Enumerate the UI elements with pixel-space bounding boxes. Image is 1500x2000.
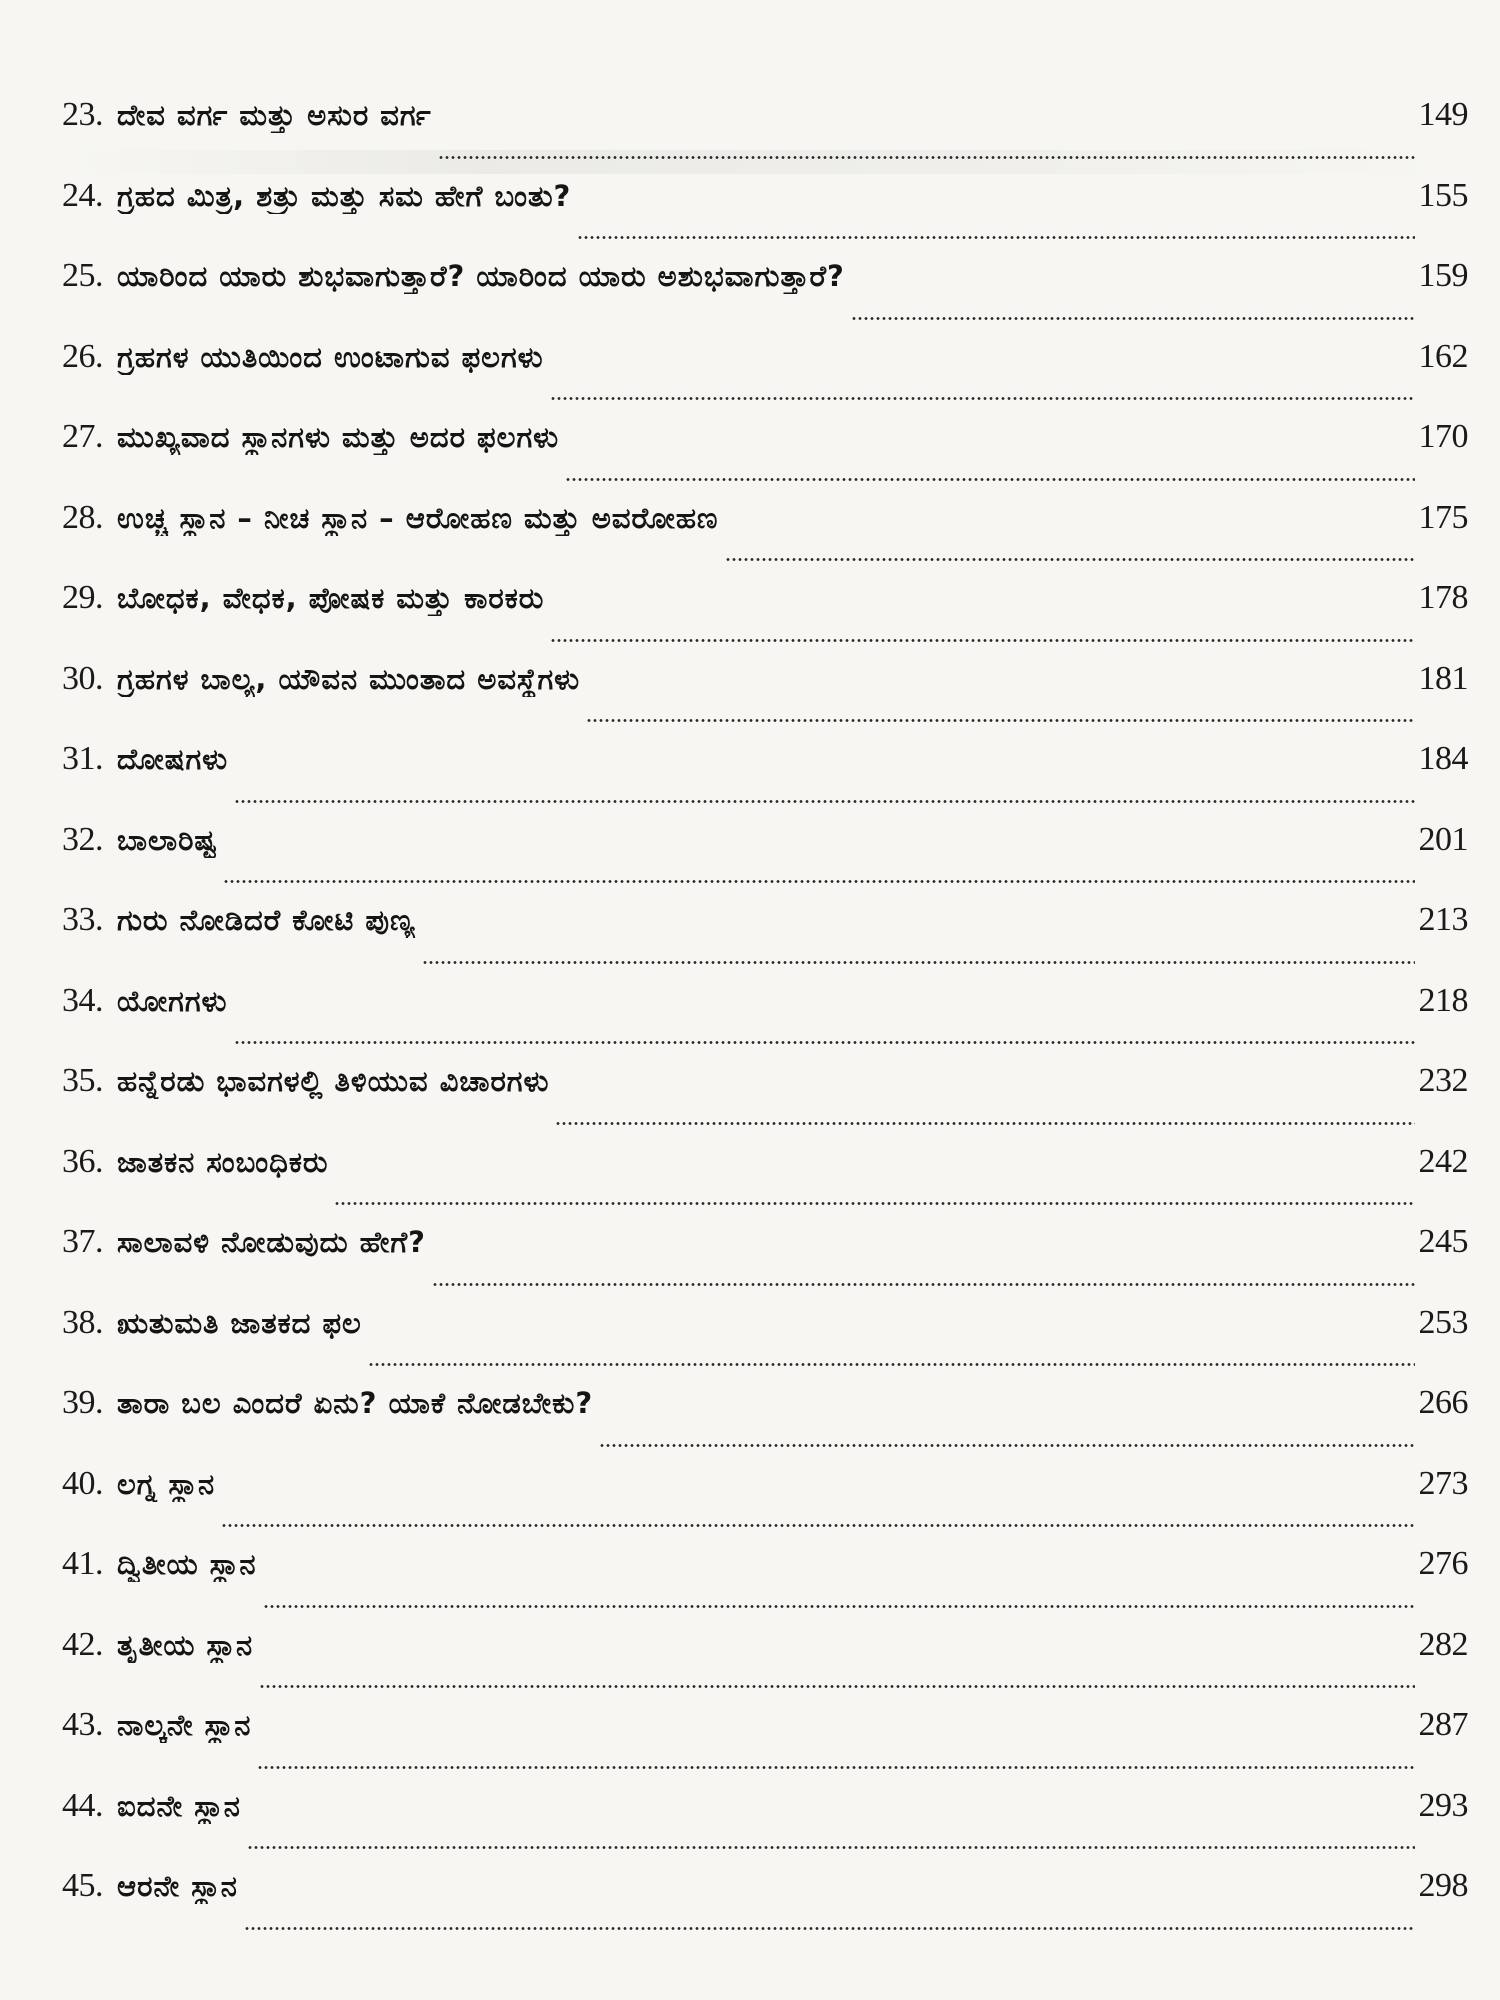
entry-title: ಸಾಲಾವಳಿ ನೋಡುವುದು ಹೇಗೆ? [117, 1225, 426, 1259]
entry-number: 37. [62, 1223, 103, 1260]
entry-title: ಗ್ರಹಗಳ ಯುತಿಯಿಂದ ಉಂಟಾಗುವ ಫಲಗಳು [117, 339, 544, 374]
entry-title: ದ್ವಿತೀಯ ಸ್ಥಾನ [117, 1547, 257, 1581]
dot-leader [234, 800, 1414, 803]
entry-number: 33. [62, 901, 103, 938]
dot-leader [550, 397, 1415, 400]
entry-title: ಮುಖ್ಯವಾದ ಸ್ಥಾನಗಳು ಮತ್ತು ಅದರ ಫಲಗಳು [117, 420, 560, 454]
toc-entry [62, 412, 1468, 493]
toc-entry [62, 1459, 1468, 1540]
entry-page-number: 213 [1418, 901, 1468, 938]
entry-page-number: 253 [1418, 1303, 1468, 1341]
dot-leader [577, 236, 1414, 239]
toc-entry [62, 734, 1468, 815]
dot-leader [432, 1283, 1415, 1286]
toc-entry [62, 171, 1468, 252]
entry-page-number: 287 [1418, 1706, 1468, 1743]
entry-title: ಆರನೇ ಸ್ಥಾನ [117, 1869, 238, 1903]
entry-title: ಗುರು ನೋಡಿದರೆ ಕೋಟಿ ಪುಣ್ಯ [117, 903, 416, 937]
entry-number: 44. [62, 1786, 103, 1824]
entry-number: 36. [62, 1142, 103, 1180]
entry-page-number: 266 [1418, 1384, 1468, 1421]
entry-page-number: 201 [1418, 820, 1468, 858]
entry-page-number: 162 [1418, 337, 1468, 375]
dot-leader [221, 1524, 1414, 1527]
entry-page-number: 175 [1418, 498, 1468, 536]
entry-number: 39. [62, 1384, 103, 1421]
entry-number: 41. [62, 1545, 103, 1582]
entry-number: 28. [62, 498, 103, 536]
entry-page-number: 149 [1418, 96, 1468, 133]
entry-page-number: 232 [1418, 1062, 1468, 1099]
entry-title: ದೇವ ವರ್ಗ ಮತ್ತು ಅಸುರ ವರ್ಗ [117, 98, 432, 132]
toc-entry [62, 815, 1468, 896]
entry-title: ತಾರಾ ಬಲ ಎಂದರೆ ಏನು? ಯಾಕೆ ನೋಡಬೇಕು? [117, 1386, 594, 1420]
entry-page-number: 218 [1418, 981, 1468, 1019]
entry-page-number: 245 [1418, 1223, 1468, 1260]
dot-leader [725, 558, 1415, 561]
toc-entry [62, 1861, 1468, 1942]
entry-number: 34. [62, 981, 103, 1019]
dot-leader [223, 880, 1414, 883]
toc-entry [62, 573, 1468, 654]
toc-entry [62, 1700, 1468, 1781]
entry-page-number: 298 [1418, 1867, 1468, 1904]
toc-entry [62, 1620, 1468, 1701]
entry-page-number: 159 [1418, 257, 1468, 294]
entry-page-number: 181 [1418, 659, 1468, 697]
entry-page-number: 178 [1418, 579, 1468, 616]
entry-title: ಯಾರಿಂದ ಯಾರು ಶುಭವಾಗುತ್ತಾರೆ? ಯಾರಿಂದ ಯಾರು ಅಶುಭವಾಗುತ್ತಾರೆ? [117, 259, 845, 293]
dot-leader [438, 156, 1415, 159]
toc-entry [62, 1781, 1468, 1862]
dot-leader [234, 1041, 1415, 1044]
entry-page-number: 293 [1418, 1786, 1468, 1824]
dot-leader [565, 478, 1414, 481]
entry-number: 27. [62, 418, 103, 455]
entry-page-number: 276 [1418, 1545, 1468, 1582]
entry-title: ಬಾಲಾರಿಷ್ಟ [117, 822, 218, 857]
entry-number: 29. [62, 579, 103, 616]
toc-entry [62, 976, 1468, 1057]
entry-page-number: 282 [1418, 1625, 1468, 1663]
toc-entry [62, 1217, 1468, 1298]
entry-number: 25. [62, 257, 103, 294]
toc-entry [62, 90, 1468, 171]
entry-page-number: 184 [1418, 740, 1468, 777]
toc-entry [62, 251, 1468, 332]
entry-title: ಉಚ್ಚ ಸ್ಥಾನ – ನೀಚ ಸ್ಥಾನ – ಆರೋಹಣ ಮತ್ತು ಅವರೋಹಣ [117, 500, 719, 535]
toc-entry [62, 1056, 1468, 1137]
entry-title: ನಾಲ್ಕನೇ ಸ್ಥಾನ [117, 1708, 252, 1742]
dot-leader [244, 1927, 1415, 1930]
dot-leader [257, 1766, 1414, 1769]
entry-title: ಋತುಮತಿ ಜಾತಕದ ಫಲ [117, 1305, 362, 1340]
dot-leader [247, 1846, 1415, 1849]
entry-title: ಲಗ್ನ ಸ್ಥಾನ [117, 1466, 216, 1501]
toc-entry [62, 1137, 1468, 1218]
entry-title: ಜಾತಕನ ಸಂಬಂಧಿಕರು [117, 1144, 329, 1179]
toc-entry [62, 654, 1468, 735]
entry-number: 35. [62, 1062, 103, 1099]
entry-title: ತೃತೀಯ ಸ್ಥಾನ [117, 1627, 254, 1662]
entry-number: 32. [62, 820, 103, 858]
entry-title: ಗ್ರಹಗಳ ಬಾಲ್ಯ, ಯೌವನ ಮುಂತಾದ ಅವಸ್ಥೆಗಳು [117, 661, 581, 696]
entry-title: ಯೋಗಗಳು [117, 983, 228, 1018]
dot-leader [599, 1444, 1414, 1447]
toc-entry [62, 1378, 1468, 1459]
entry-title: ಹನ್ನೆರಡು ಭಾವಗಳಲ್ಲಿ ತಿಳಿಯುವ ವಿಚಾರಗಳು [117, 1064, 550, 1098]
table-of-contents [62, 90, 1468, 1942]
entry-number: 24. [62, 176, 103, 214]
dot-leader [334, 1202, 1414, 1205]
entry-number: 40. [62, 1464, 103, 1502]
entry-title: ಐದನೇ ಸ್ಥಾನ [117, 1788, 241, 1823]
dot-leader [422, 961, 1415, 964]
dot-leader [851, 317, 1415, 320]
toc-entry [62, 332, 1468, 413]
dot-leader [259, 1685, 1414, 1688]
dot-leader [555, 1122, 1414, 1125]
entry-title: ಗ್ರಹದ ಮಿತ್ರ, ಶತ್ರು ಮತ್ತು ಸಮ ಹೇಗೆ ಬಂತು? [117, 178, 572, 213]
dot-leader [550, 639, 1414, 642]
entry-title: ಬೋಧಕ, ವೇಧಕ, ಪೋಷಕ ಮತ್ತು ಕಾರಕರು [117, 581, 545, 615]
toc-entry [62, 1539, 1468, 1620]
toc-entry [62, 895, 1468, 976]
entry-number: 30. [62, 659, 103, 697]
entry-title: ದೋಷಗಳು [117, 742, 229, 776]
dot-leader [263, 1605, 1415, 1608]
entry-number: 23. [62, 96, 103, 133]
toc-entry [62, 1298, 1468, 1379]
entry-page-number: 273 [1418, 1464, 1468, 1502]
entry-number: 43. [62, 1706, 103, 1743]
entry-number: 38. [62, 1303, 103, 1341]
entry-number: 42. [62, 1625, 103, 1663]
dot-leader [368, 1363, 1415, 1366]
entry-number: 26. [62, 337, 103, 375]
entry-page-number: 170 [1418, 418, 1468, 455]
entry-page-number: 242 [1418, 1142, 1468, 1180]
entry-number: 45. [62, 1867, 103, 1904]
entry-page-number: 155 [1418, 176, 1468, 214]
entry-number: 31. [62, 740, 103, 777]
toc-entry [62, 493, 1468, 574]
dot-leader [586, 719, 1414, 722]
